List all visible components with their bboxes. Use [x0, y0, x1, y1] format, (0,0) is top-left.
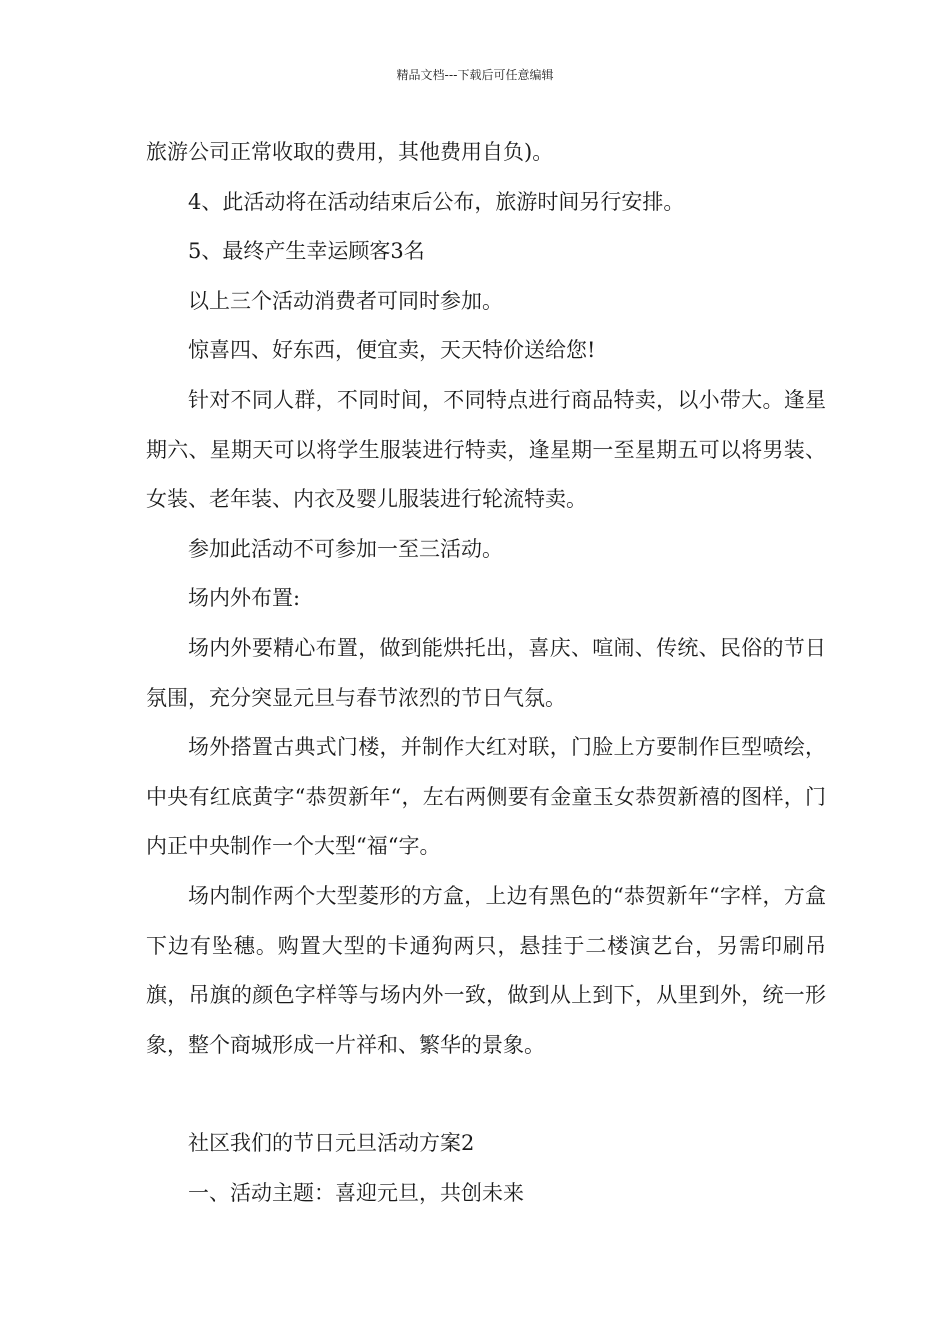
paragraph-6: 针对不同人群，不同时间，不同特点进行商品特卖，以小带大。逢星期六、星期天可以将学生服装进行特卖，逢星期一至星期五可以将男装、女装、老年装、内衣及婴儿服装进行轮流特卖。	[146, 387, 826, 512]
paragraph-4: 以上三个活动消费者可同时参加。	[188, 288, 503, 313]
paragraph-1: 旅游公司正常收取的费用，其他费用自负)。	[146, 140, 554, 164]
document-body	[146, 128, 826, 1218]
paragraph-5: 惊喜四、好东西，便宜卖，天天特价送给您!	[188, 338, 596, 363]
paragraph-7: 参加此活动不可参加一至三活动。	[188, 536, 503, 561]
paragraph-2: 4、此活动将在活动结束后公布，旅游时间另行安排。	[188, 189, 685, 214]
page-header: 精品文档---下载后可任意编辑	[396, 68, 554, 82]
paragraph-3: 5、最终产生幸运顾客3名	[188, 239, 425, 264]
paragraph-8: 场内外布置:	[188, 586, 301, 611]
paragraph-11: 场内制作两个大型菱形的方盒，上边有黑色的“恭贺新年“字样，方盒下边有坠穗。购置大型的卡通狗两只，悬挂于二楼演艺台，另需印刷吊旗，吊旗的颜色字样等与场内外一致，做到从上到下，从里到外，统一形象，整个商城形成一片祥和、繁华的景象。	[146, 883, 826, 1057]
paragraph-10: 场外搭置古典式门楼，并制作大红对联，门脸上方要制作巨型喷绘，中央有红底黄字“恭贺新年“，左右两侧要有金童玉女恭贺新禧的图样，门内正中央制作一个大型“福“字。	[146, 735, 826, 859]
section-spacer	[146, 1070, 826, 1119]
section-title: 社区我们的节日元旦活动方案2	[188, 1131, 475, 1156]
paragraph-9: 场内外要精心布置，做到能烘托出，喜庆、喧闹、传统、民俗的节日氛围，充分突显元旦与春节浓烈的节日气氛。	[146, 635, 826, 710]
section-item-1: 一、活动主题：喜迎元旦，共创未来	[188, 1180, 524, 1205]
